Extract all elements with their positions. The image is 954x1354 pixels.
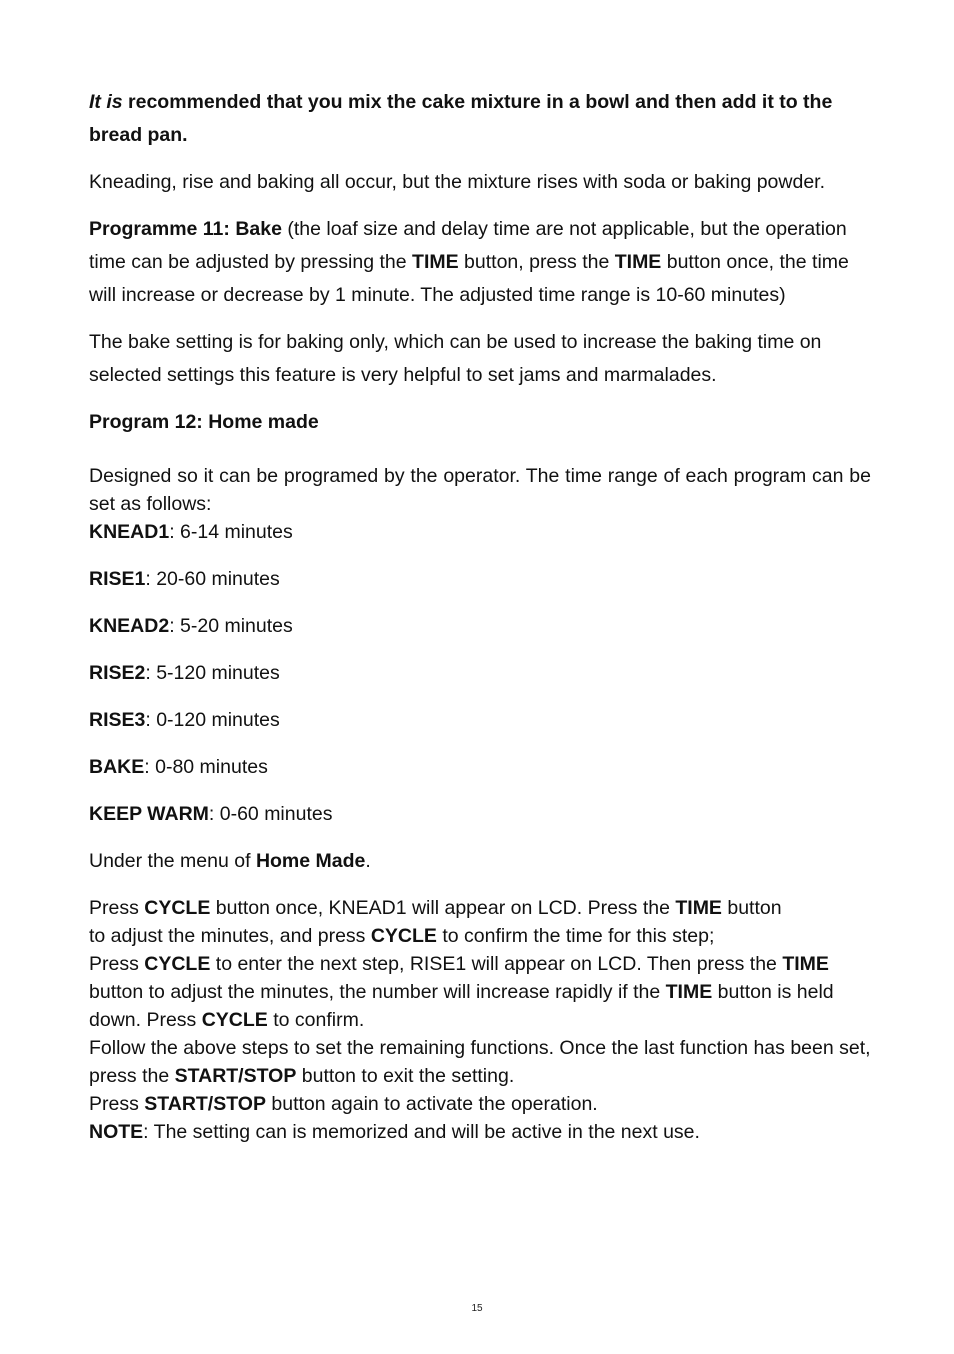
instructions-block (89, 894, 871, 1146)
programme11-description: The bake setting is for baking only, which can be used to increase the baking time on selected settings this feature is very helpful to set jams and marmalades. (89, 331, 822, 386)
instruction-line: Press CYCLE button once, KNEAD1 will appear on LCD. Press the TIME button (89, 897, 782, 919)
programme11-paragraph: Programme 11: Bake (the loaf size and delay time are not applicable, but the operation time can be adjusted by pressing the TIME button, press the TIME button once, the time will increase or decrease by 1 minute. The adjusted time range is 10-60 minutes) (89, 218, 849, 306)
time-keyword: TIME (614, 251, 662, 273)
list-item: KEEP WARM: 0-60 minutes (89, 803, 333, 825)
list-item: KNEAD2: 5-20 minutes (89, 615, 293, 637)
home-made-menu-line: Under the menu of Home Made. (89, 850, 371, 872)
list-item: RISE3: 0-120 minutes (89, 709, 280, 731)
list-item: KNEAD1: 6-14 minutes (89, 521, 293, 543)
programme12-title: Program 12: Home made (89, 411, 319, 433)
kneading-note: Kneading, rise and baking all occur, but the mixture rises with soda or baking powder. (89, 171, 826, 193)
instruction-line: Follow the above steps to set the remaining functions. Once the last function has been set, press the START/STOP button to exit the setting. (89, 1037, 871, 1087)
page-number: 15 (471, 1303, 483, 1314)
instruction-line: Press CYCLE to enter the next step, RISE1 will appear on LCD. Then press the TIME button to adjust the minutes, the number will increase rapidly if the TIME button is held down. Press CYCLE to confirm. (89, 953, 834, 1031)
intro-italic: It is (89, 91, 123, 113)
intro-bold: recommended that you mix the cake mixture in a bowl and then add it to the bread pan. (89, 91, 833, 146)
intro-paragraph (89, 86, 871, 152)
time-range-list (89, 518, 871, 875)
instruction-line: to adjust the minutes, and press CYCLE to confirm the time for this step; (89, 925, 715, 947)
list-item: RISE1: 20-60 minutes (89, 568, 280, 590)
list-item: RISE2: 5-120 minutes (89, 662, 280, 684)
instruction-line: Press START/STOP button again to activate the operation. (89, 1093, 598, 1115)
list-item: BAKE: 0-80 minutes (89, 756, 268, 778)
time-keyword: TIME (412, 251, 459, 273)
note-line: NOTE: The setting can is memorized and will be active in the next use. (89, 1121, 700, 1143)
programme11-title: Programme 11: Bake (89, 218, 282, 240)
manual-page (89, 86, 871, 1146)
programme12-description: Designed so it can be programed by the operator. The time range of each program can be set as follows: (89, 465, 871, 515)
